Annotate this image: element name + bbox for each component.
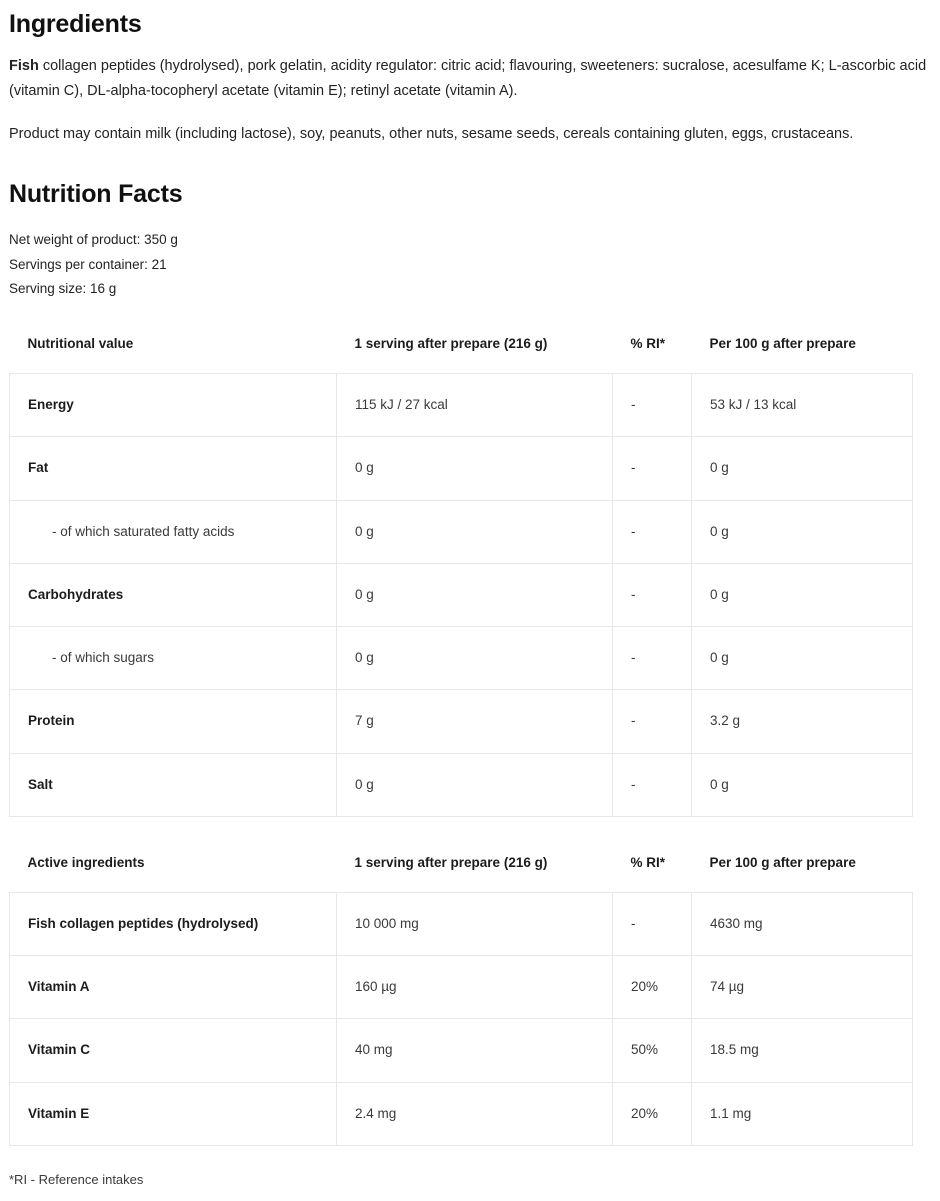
table-row — [10, 956, 913, 1019]
row-label: Salt — [10, 753, 337, 816]
row-ri-value: - — [613, 374, 692, 437]
row-ri-value: 20% — [613, 1082, 692, 1145]
row-serving-value: 0 g — [337, 437, 613, 500]
row-per100-value: 0 g — [692, 437, 913, 500]
row-ri-value: - — [613, 563, 692, 626]
may-contain-paragraph: Product may contain milk (including lactose), soy, peanuts, other nuts, sesame seeds, cereals containing gluten, eggs, crustaceans. — [9, 126, 854, 143]
row-per100-value: 3.2 g — [692, 690, 913, 753]
column-header-ri: % RI* — [630, 336, 666, 351]
row-serving-value: 40 mg — [337, 1019, 613, 1082]
row-serving-value: 115 kJ / 27 kcal — [337, 374, 613, 437]
row-per100-value: 18.5 mg — [692, 1019, 913, 1082]
row-per100-value: 53 kJ / 13 kcal — [692, 374, 913, 437]
row-serving-value: 10 000 mg — [337, 892, 613, 955]
table-row — [10, 500, 913, 563]
servings-per-container-line: Servings per container: 21 — [9, 256, 167, 272]
table-row — [10, 892, 913, 955]
row-label: Fat — [10, 437, 337, 500]
ingredients-heading: Ingredients — [9, 10, 142, 38]
row-ri-value: - — [613, 753, 692, 816]
table-row — [10, 437, 913, 500]
row-label: - of which saturated fatty acids — [10, 500, 337, 563]
table-row — [10, 1082, 913, 1145]
row-ri-value: - — [613, 690, 692, 753]
column-header-name: Nutritional value — [27, 336, 134, 351]
table-header-row — [10, 324, 913, 374]
table-row — [10, 374, 913, 437]
row-label: Vitamin A — [10, 956, 337, 1019]
row-per100-value: 0 g — [692, 500, 913, 563]
row-serving-value: 2.4 mg — [337, 1082, 613, 1145]
row-label: Carbohydrates — [10, 563, 337, 626]
nutritional-value-table — [9, 324, 913, 817]
row-label: - of which sugars — [10, 627, 337, 690]
row-per100-value: 0 g — [692, 627, 913, 690]
active-ingredients-table — [9, 843, 913, 1146]
net-weight-line: Net weight of product: 350 g — [9, 232, 178, 248]
column-header-name: Active ingredients — [27, 854, 145, 870]
table-row — [10, 1019, 913, 1082]
ingredients-paragraph-text: collagen peptides (hydrolysed), pork gelatin, acidity regulator: citric acid; flavouring, sweeteners: sucralose, acesulfame K; L-ascorbic acid (vitamin C), DL-alpha-tocopheryl acetate (vitamin E); retinyl acetate (vitamin A). — [9, 58, 927, 100]
row-label: Energy — [10, 374, 337, 437]
row-serving-value: 0 g — [337, 753, 613, 816]
column-header-serving: 1 serving after prepare (216 g) — [354, 854, 548, 870]
row-per100-value: 0 g — [692, 563, 913, 626]
active-ingredients-table-body — [10, 892, 913, 1145]
table-row — [10, 753, 913, 816]
row-per100-value: 74 µg — [692, 956, 913, 1019]
row-label: Vitamin C — [10, 1019, 337, 1082]
serving-size-line: Serving size: 16 g — [9, 281, 117, 297]
row-ri-value: - — [613, 500, 692, 563]
nutrition-facts-heading: Nutrition Facts — [9, 180, 183, 209]
serving-info — [9, 228, 931, 302]
table-row — [10, 690, 913, 753]
table-row — [10, 563, 913, 626]
row-per100-value: 4630 mg — [692, 892, 913, 955]
row-ri-value: - — [613, 892, 692, 955]
ingredients-allergen-bold: Fish — [9, 58, 39, 75]
column-header-ri: % RI* — [630, 854, 666, 870]
row-serving-value: 160 µg — [337, 956, 613, 1019]
table-row — [10, 627, 913, 690]
row-ri-value: 50% — [613, 1019, 692, 1082]
row-serving-value: 0 g — [337, 563, 613, 626]
row-per100-value: 1.1 mg — [692, 1082, 913, 1145]
column-header-per100: Per 100 g after prepare — [709, 854, 856, 870]
nutritional-value-table-body — [10, 374, 913, 817]
row-serving-value: 7 g — [337, 690, 613, 753]
row-per100-value: 0 g — [692, 753, 913, 816]
column-header-serving: 1 serving after prepare (216 g) — [354, 336, 548, 351]
row-ri-value: - — [613, 627, 692, 690]
table-header-row — [10, 843, 913, 893]
row-label: Fish collagen peptides (hydrolysed) — [10, 892, 337, 955]
row-ri-value: - — [613, 437, 692, 500]
row-ri-value: 20% — [613, 956, 692, 1019]
row-label: Protein — [10, 690, 337, 753]
row-serving-value: 0 g — [337, 500, 613, 563]
row-label: Vitamin E — [10, 1082, 337, 1145]
ingredients-paragraph — [9, 54, 931, 104]
column-header-per100: Per 100 g after prepare — [709, 336, 856, 351]
row-serving-value: 0 g — [337, 627, 613, 690]
ri-footnote: *RI - Reference intakes — [9, 1171, 144, 1187]
